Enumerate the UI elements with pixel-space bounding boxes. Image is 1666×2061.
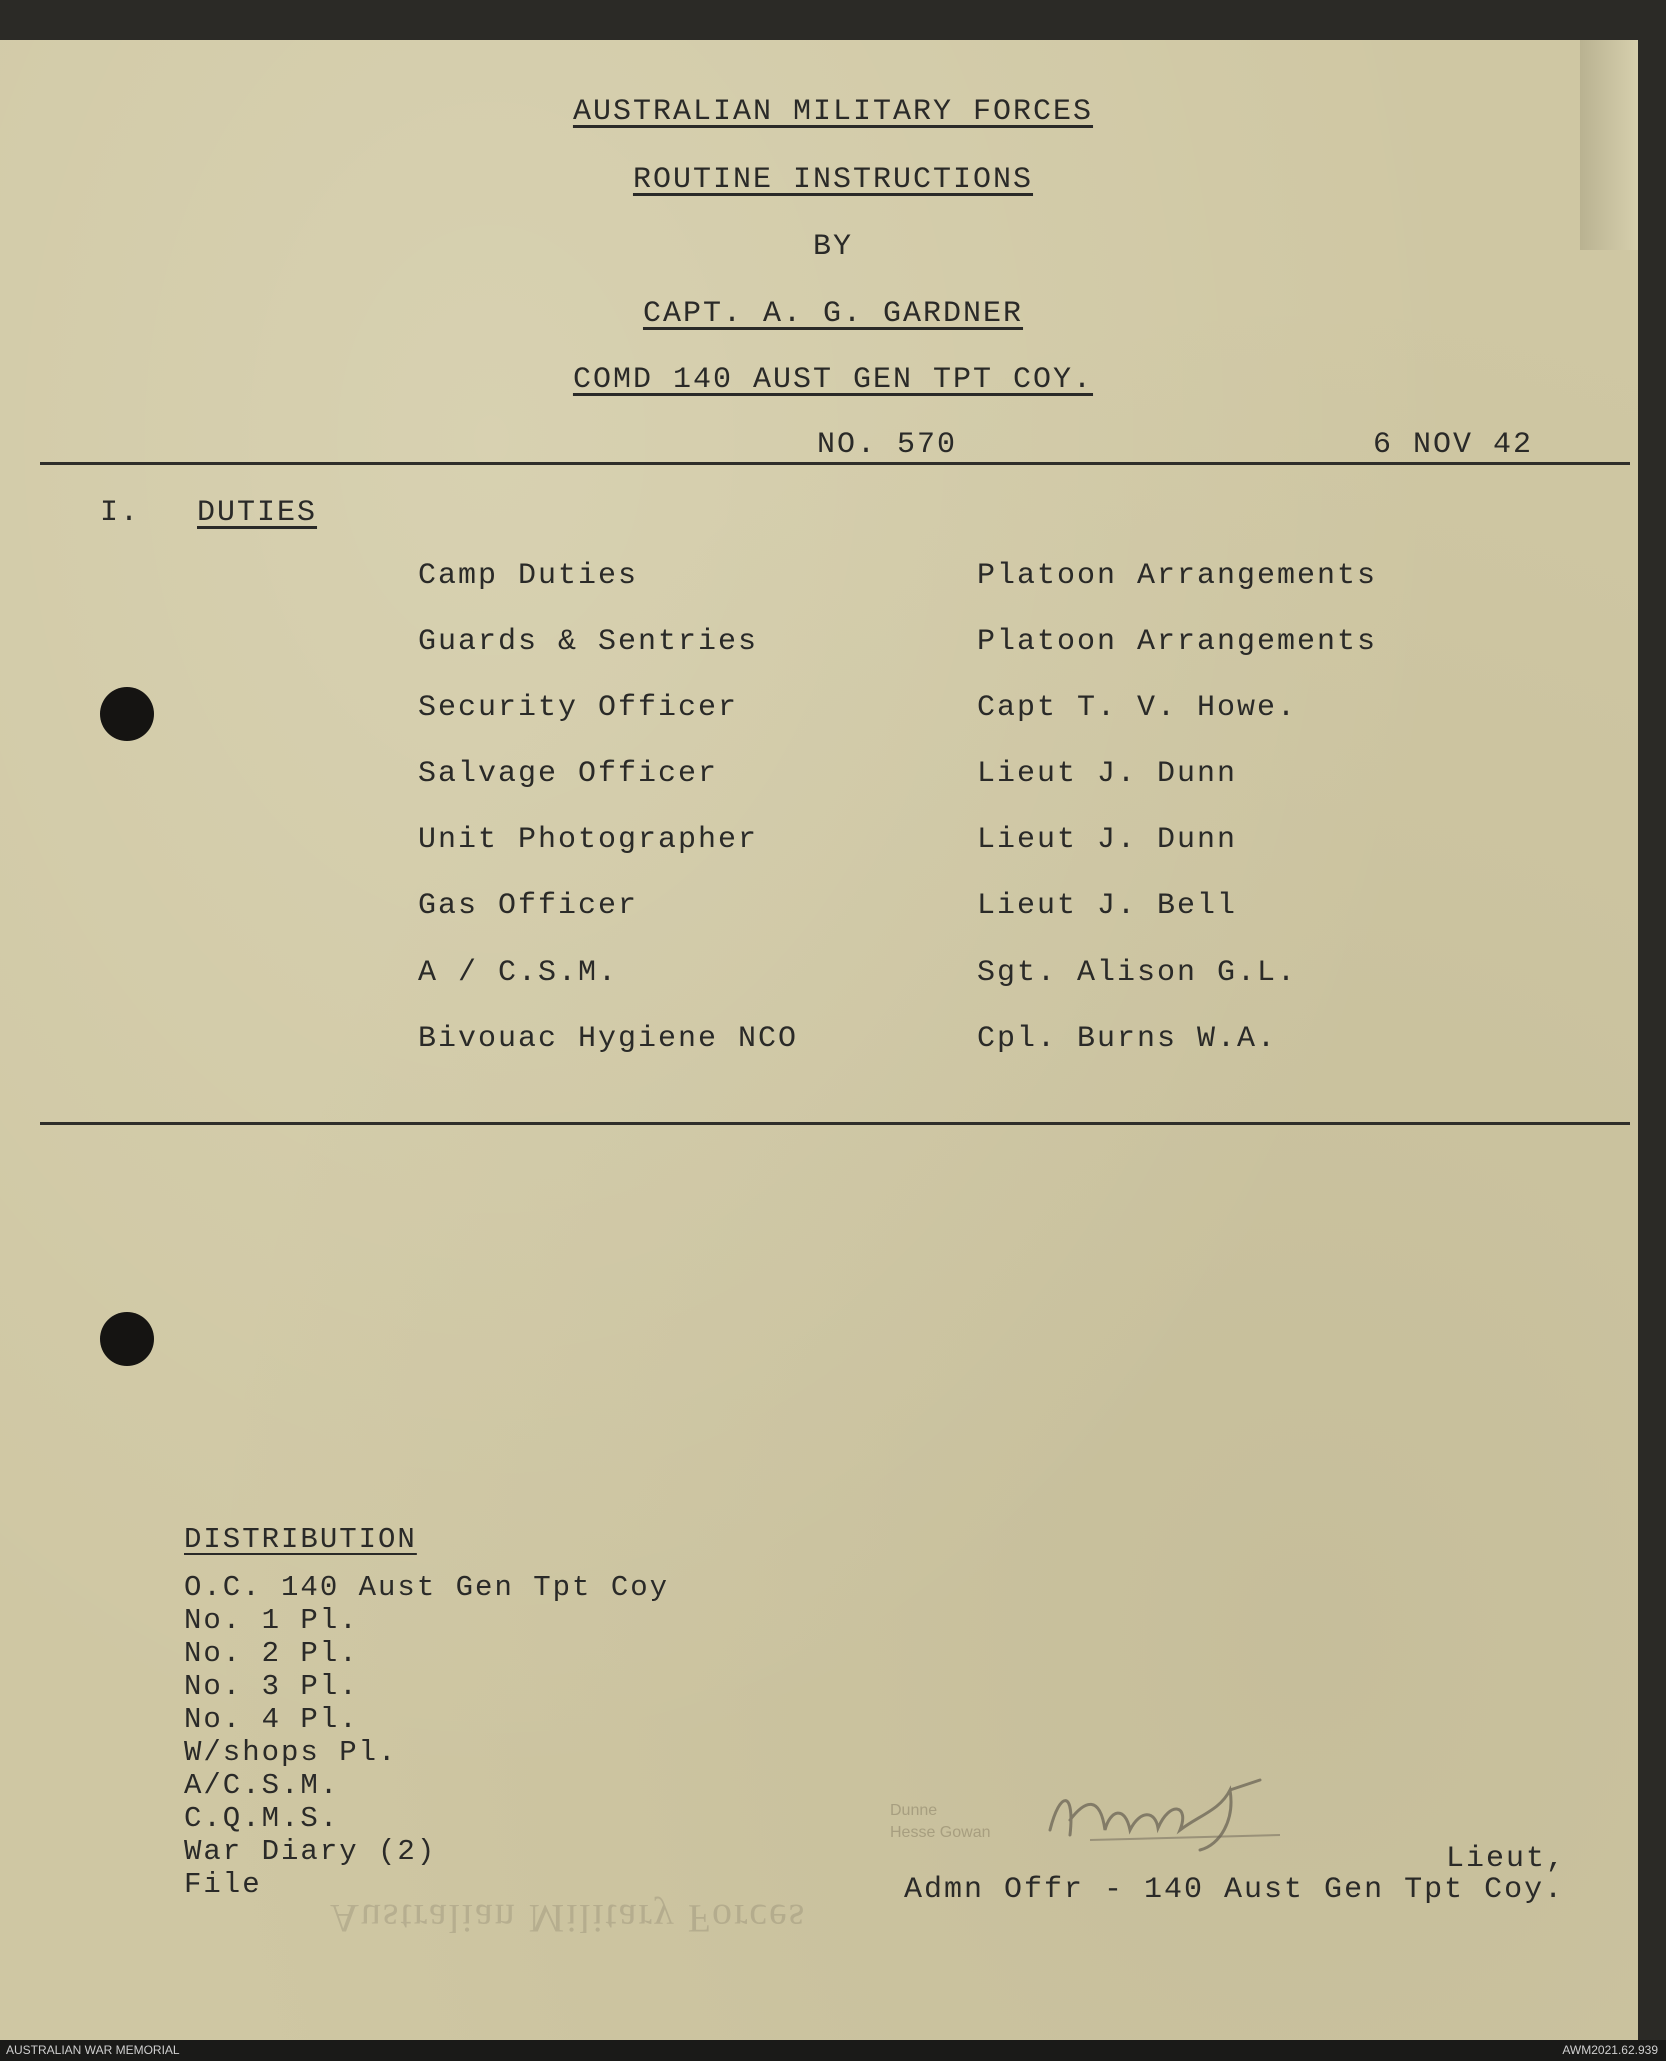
- distribution-item: O.C. 140 Aust Gen Tpt Coy: [184, 1571, 670, 1604]
- duty-assignee: Sgt. Alison G.L.: [977, 956, 1298, 990]
- distribution-item: C.Q.M.S.: [184, 1802, 340, 1835]
- section-divider: [40, 1122, 1630, 1125]
- stamp-line: Dunne: [890, 1802, 938, 1819]
- section-numeral: I.: [100, 496, 141, 530]
- distribution-title: DISTRIBUTION: [184, 1523, 417, 1556]
- bleed-through-text: Australian Military Forces: [330, 1896, 807, 1941]
- instruction-number: NO. 570: [817, 428, 958, 462]
- folded-corner: [1580, 40, 1638, 250]
- signature-rank: Lieut,: [1446, 1842, 1567, 1876]
- duty-role: Security Officer: [418, 691, 739, 725]
- header-by: BY: [812, 230, 853, 264]
- distribution-item: No. 3 Pl.: [184, 1670, 359, 1703]
- archive-footer: [0, 2040, 1666, 2061]
- distribution-item: W/shops Pl.: [184, 1736, 398, 1769]
- duty-role: Gas Officer: [418, 889, 639, 923]
- duty-role: Guards & Sentries: [418, 625, 759, 659]
- header-title: ROUTINE INSTRUCTIONS: [632, 163, 1034, 197]
- distribution-item: No. 4 Pl.: [184, 1703, 359, 1736]
- distribution-item: War Diary (2): [184, 1835, 437, 1868]
- header-unit: COMD 140 AUST GEN TPT COY.: [572, 363, 1094, 397]
- duty-role: Unit Photographer: [418, 823, 759, 857]
- handwritten-signature: [1030, 1760, 1330, 1870]
- faint-stamp: [890, 1800, 991, 1844]
- top-divider: [40, 462, 1630, 465]
- section-title: DUTIES: [197, 496, 318, 530]
- duty-role: Camp Duties: [418, 559, 639, 593]
- punch-hole-top: [100, 687, 154, 741]
- duty-assignee: Lieut J. Dunn: [977, 823, 1238, 857]
- instruction-date: 6 NOV 42: [1373, 428, 1534, 462]
- punch-hole-bottom: [100, 1312, 154, 1366]
- header-org: AUSTRALIAN MILITARY FORCES: [572, 95, 1094, 129]
- duty-assignee: Platoon Arrangements: [977, 625, 1378, 659]
- duty-assignee: Lieut J. Bell: [977, 889, 1238, 923]
- signature-title: Admn Offr - 140 Aust Gen Tpt Coy.: [904, 1873, 1565, 1907]
- distribution-item: File: [184, 1868, 262, 1901]
- duty-role: A / C.S.M.: [418, 956, 619, 990]
- duty-role: Salvage Officer: [418, 757, 719, 791]
- duty-assignee: Capt T. V. Howe.: [977, 691, 1298, 725]
- distribution-item: No. 2 Pl.: [184, 1637, 359, 1670]
- header-issuer: CAPT. A. G. GARDNER: [642, 297, 1024, 331]
- footer-accession-number: AWM2021.62.939: [1562, 2043, 1658, 2057]
- duty-assignee: Lieut J. Dunn: [977, 757, 1238, 791]
- stamp-line: Hesse Gowan: [890, 1824, 991, 1841]
- distribution-item: No. 1 Pl.: [184, 1604, 359, 1637]
- distribution-item: A/C.S.M.: [184, 1769, 340, 1802]
- duty-assignee: Cpl. Burns W.A.: [977, 1022, 1278, 1056]
- footer-institution: AUSTRALIAN WAR MEMORIAL: [6, 2043, 180, 2057]
- duty-role: Bivouac Hygiene NCO: [418, 1022, 799, 1056]
- duty-assignee: Platoon Arrangements: [977, 559, 1378, 593]
